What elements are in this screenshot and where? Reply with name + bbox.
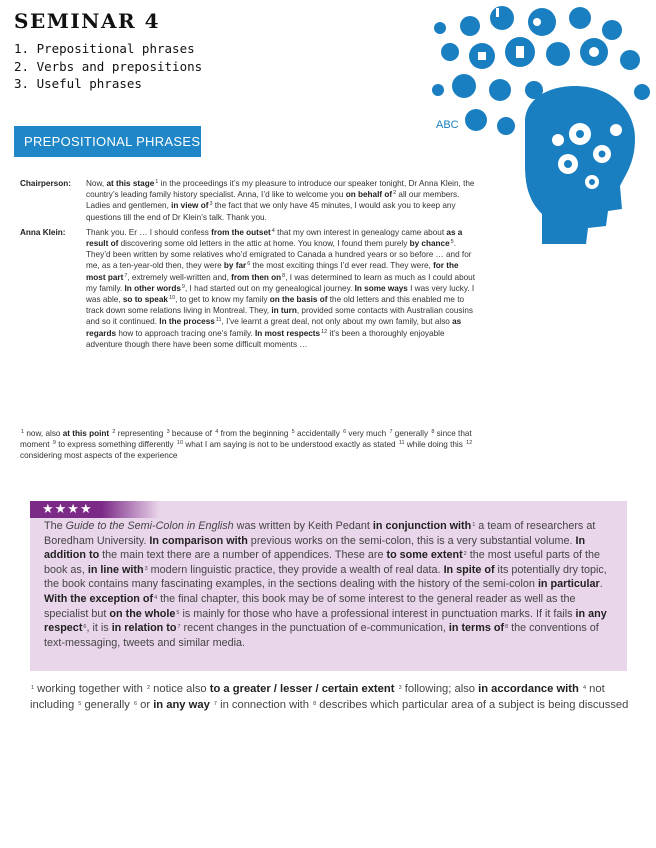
key-phrase: to some extent bbox=[386, 549, 463, 562]
key-phrase: in relation to bbox=[111, 622, 177, 635]
text-run: the conventions of text-messaging, tweets and similar media. bbox=[44, 622, 599, 649]
text-run: that my own interest in genealogy came about bbox=[274, 227, 447, 237]
footnote-marker: 8 bbox=[282, 272, 286, 279]
footnote-marker: 1 bbox=[21, 429, 25, 435]
footnote-marker: 1 bbox=[155, 179, 159, 185]
key-phrase: in any respect bbox=[44, 607, 607, 635]
footnote-marker: 9 bbox=[181, 283, 185, 290]
dialogue-turn bbox=[20, 178, 475, 223]
text-run: not including bbox=[30, 683, 605, 711]
speech-text bbox=[86, 178, 475, 223]
footnote-marker: 5 bbox=[291, 429, 295, 435]
text-run: Now, bbox=[86, 179, 107, 188]
text-run: modern linguistic practice, they provide a wealth of real data. bbox=[147, 563, 444, 576]
footnote-marker: 11 bbox=[398, 440, 405, 447]
footnote-marker: 2 bbox=[112, 429, 116, 435]
text-run: considering most aspects of the experience bbox=[20, 451, 178, 461]
footnote-marker: 2 bbox=[147, 685, 151, 691]
footnote-marker: 1 bbox=[472, 522, 476, 528]
text-run: , I’ve learnt a great deal, not only about my own family, but also bbox=[221, 317, 453, 327]
speaker-name: Chairperson: bbox=[20, 179, 71, 188]
footnote-marker: 5 bbox=[78, 701, 82, 707]
footnote-marker: 4 bbox=[215, 429, 219, 435]
key-phrase: by far bbox=[223, 261, 247, 271]
text-run: previous works on the semi-colon, this is a very substantial volume. bbox=[247, 534, 576, 547]
text-run: , it is bbox=[86, 622, 112, 635]
key-phrase: at this stage bbox=[106, 179, 155, 188]
text-run: recent changes in the punctuation of e-communication, bbox=[180, 622, 449, 635]
speech-text bbox=[86, 227, 475, 350]
text-run: , to get to know my family bbox=[175, 295, 270, 305]
footnote-marker: 3 bbox=[166, 429, 170, 435]
footnote-marker: 8 bbox=[313, 701, 317, 707]
dialogue-turn bbox=[20, 227, 475, 350]
footnote-marker: 11 bbox=[215, 317, 222, 324]
page-title: SEMINAR 4 bbox=[14, 9, 160, 33]
star-rating: ★★★★ bbox=[30, 501, 160, 518]
footnote-marker: 5 bbox=[450, 239, 454, 246]
text-run bbox=[394, 683, 397, 695]
key-phrase: from the outset bbox=[211, 227, 271, 237]
text-run: accidentally bbox=[294, 429, 343, 438]
footnote-marker: 4 bbox=[271, 227, 275, 234]
key-phrase: on the basis of bbox=[269, 295, 328, 305]
key-phrase: With the exception of bbox=[44, 592, 154, 605]
key-phrase: in accordance with bbox=[478, 683, 579, 695]
footnote-marker: 6 bbox=[343, 429, 347, 435]
key-phrase: in conjunction with bbox=[372, 520, 472, 532]
key-phrase: in view of bbox=[171, 201, 209, 211]
text-run: , extremely well-written and, bbox=[127, 272, 232, 282]
text-run: in the proceedings it’s my pleasure to introduce our speaker tonight, Dr Anna Klein, the country’s leading family history specialist. Anna, I’d like to welcome you bbox=[86, 179, 475, 200]
text-run: The bbox=[44, 520, 66, 532]
text-run: generally bbox=[392, 429, 431, 438]
agenda-item: 1. Prepositional phrases bbox=[14, 41, 195, 56]
text-run: , I was determined to learn as much as I could about my family. bbox=[86, 272, 475, 293]
footnote-marker: 10 bbox=[168, 295, 176, 302]
text-run: a team of researchers at Boredham University. bbox=[44, 520, 596, 547]
footnote-marker: 8 bbox=[431, 429, 435, 435]
text-run bbox=[579, 683, 582, 695]
text-run: discovering some old letters in the attic at home. You know, I found them purely bbox=[118, 239, 410, 249]
text-run: the most exciting things I’d ever read. They were, bbox=[250, 261, 434, 271]
key-phrase: to a greater / lesser / certain extent bbox=[209, 683, 395, 695]
footnote-marker: 7 bbox=[389, 429, 393, 435]
text-run: since that moment bbox=[20, 429, 472, 450]
key-phrase: in any way bbox=[153, 699, 210, 711]
footnote-marker: 4 bbox=[582, 685, 587, 691]
abc-label: ABC bbox=[436, 119, 459, 131]
text-run: the main text there are a number of appendices. These are bbox=[99, 549, 387, 562]
key-phrase: In most respects bbox=[255, 328, 321, 338]
text-run: to express something differently bbox=[55, 440, 176, 450]
key-phrase: for the most part bbox=[86, 261, 459, 282]
key-phrase: on behalf of bbox=[345, 190, 393, 200]
agenda-item: 2. Verbs and prepositions bbox=[14, 58, 203, 74]
text-run: representing bbox=[115, 429, 166, 438]
footnote-marker: 2 bbox=[393, 190, 397, 197]
text-run: the fact that we only have 45 minutes, I would ask you to keep any questions till the end of Dr Klein’s talk. Thank you. bbox=[86, 201, 456, 222]
agenda-item: 3. Useful phrases bbox=[14, 76, 142, 91]
key-phrase: In comparison with bbox=[149, 534, 248, 547]
footnote-marker: 4 bbox=[154, 594, 158, 601]
key-phrase: as regards bbox=[86, 317, 462, 338]
dialogue-footnotes bbox=[20, 428, 475, 462]
footnote-marker: 3 bbox=[398, 685, 402, 691]
key-phrase: as a result of bbox=[86, 227, 463, 249]
text-run: generally bbox=[81, 699, 133, 711]
key-phrase: by chance bbox=[409, 239, 450, 249]
footnote-marker: 3 bbox=[144, 565, 148, 572]
footnote-marker: 1 bbox=[31, 685, 35, 691]
footnote-marker: 7 bbox=[213, 701, 217, 707]
text-run: notice also bbox=[150, 683, 210, 695]
review-footnotes bbox=[30, 681, 630, 713]
text-run: I was very lucky. I was able, bbox=[86, 283, 475, 305]
key-phrase: on the whole bbox=[109, 607, 176, 620]
text-run: following; also bbox=[401, 683, 479, 695]
review-box bbox=[30, 501, 627, 671]
text-run: was written by Keith Pedant bbox=[233, 520, 373, 532]
key-phrase: in turn bbox=[271, 306, 297, 316]
review-text bbox=[44, 519, 618, 650]
dialogue bbox=[20, 178, 475, 354]
text-run: all our members. Ladies and gentlemen, bbox=[86, 190, 460, 211]
footnote-marker: 7 bbox=[177, 624, 181, 631]
key-phrase: In the process bbox=[159, 317, 215, 327]
text-run: its potentially dry topic, the book contains many fascinating examples, in the sections dealing with the history of the semi-colon bbox=[44, 563, 607, 591]
footnote-marker: 6 bbox=[247, 261, 251, 268]
text-run: while doing this bbox=[404, 440, 466, 450]
text-run: in connection with bbox=[216, 699, 313, 711]
section-banner: PREPOSITIONAL PHRASES bbox=[14, 126, 201, 157]
footnote-marker: 12 bbox=[321, 328, 328, 335]
text-run bbox=[210, 699, 213, 711]
text-run: the old letters and this enabled me to track down some relations living in Montreal. They, bbox=[86, 295, 465, 316]
footnote-marker: 6 bbox=[83, 624, 87, 631]
agenda-list bbox=[14, 40, 202, 93]
key-phrase: in line with bbox=[87, 563, 144, 576]
book-title: Guide to the Semi-Colon in English bbox=[65, 520, 234, 532]
text-run: from the beginning bbox=[218, 429, 291, 438]
footnote-marker: 5 bbox=[176, 609, 180, 616]
text-run: the most useful parts of the book as, bbox=[44, 549, 600, 576]
text-run: . bbox=[599, 578, 603, 591]
text-run: . They’d been written by some relatives who’d emigrated to Canada a hundred years or so before … and for me, as a ten-year-old then, they were bbox=[86, 239, 472, 271]
footnote-marker: 6 bbox=[133, 701, 138, 707]
abc-label: ABC bbox=[530, 107, 547, 116]
text-run: it’s been a thoroughly enjoyable adventure though there have been some difficult moments … bbox=[86, 328, 445, 349]
key-phrase: so to speak bbox=[122, 295, 168, 305]
speaker-name: Anna Klein: bbox=[20, 227, 66, 237]
text-run: very much bbox=[346, 429, 389, 438]
text-run: is mainly for those who have a professional interest in punctuation marks. If it fails bbox=[179, 607, 576, 620]
key-phrase: In spite of bbox=[443, 563, 495, 576]
footnote-marker: 3 bbox=[209, 201, 213, 208]
key-phrase: from then on bbox=[231, 272, 282, 282]
key-phrase: in particular bbox=[537, 578, 600, 591]
footnote-marker: 10 bbox=[176, 440, 184, 447]
text-run: what I am saying is not to be understood exactly as stated bbox=[183, 440, 398, 450]
footnote-marker: 7 bbox=[124, 272, 128, 279]
footnote-marker: 9 bbox=[52, 440, 56, 447]
text-run: Thank you. Er … I should confess bbox=[86, 227, 212, 237]
text-run: because of bbox=[169, 429, 215, 438]
key-phrase: In some ways bbox=[354, 283, 408, 293]
footnote-marker: 12 bbox=[466, 440, 473, 447]
key-phrase: In other words bbox=[124, 283, 181, 293]
text-run: working together with bbox=[34, 683, 146, 695]
text-run: or bbox=[137, 699, 154, 711]
key-phrase: in terms of bbox=[448, 622, 505, 635]
key-phrase: at this point bbox=[62, 429, 110, 438]
text-run: , I had started out on my genealogical journey. bbox=[184, 283, 355, 293]
text-run: , provided some contacts with Australian cousins and so it continued. bbox=[86, 306, 473, 327]
text-run: now, also bbox=[24, 429, 63, 438]
text-run: how to approach tracing one’s family. bbox=[116, 328, 256, 338]
text-run: describes which particular area of a subject is being discussed bbox=[316, 699, 629, 711]
footnote-marker: 8 bbox=[505, 624, 509, 631]
text-run: the final chapter, this book may be of some interest to the general reader as well as the specialist but bbox=[44, 592, 576, 620]
footnote-marker: 2 bbox=[463, 551, 467, 558]
key-phrase: In addition to bbox=[44, 534, 586, 562]
